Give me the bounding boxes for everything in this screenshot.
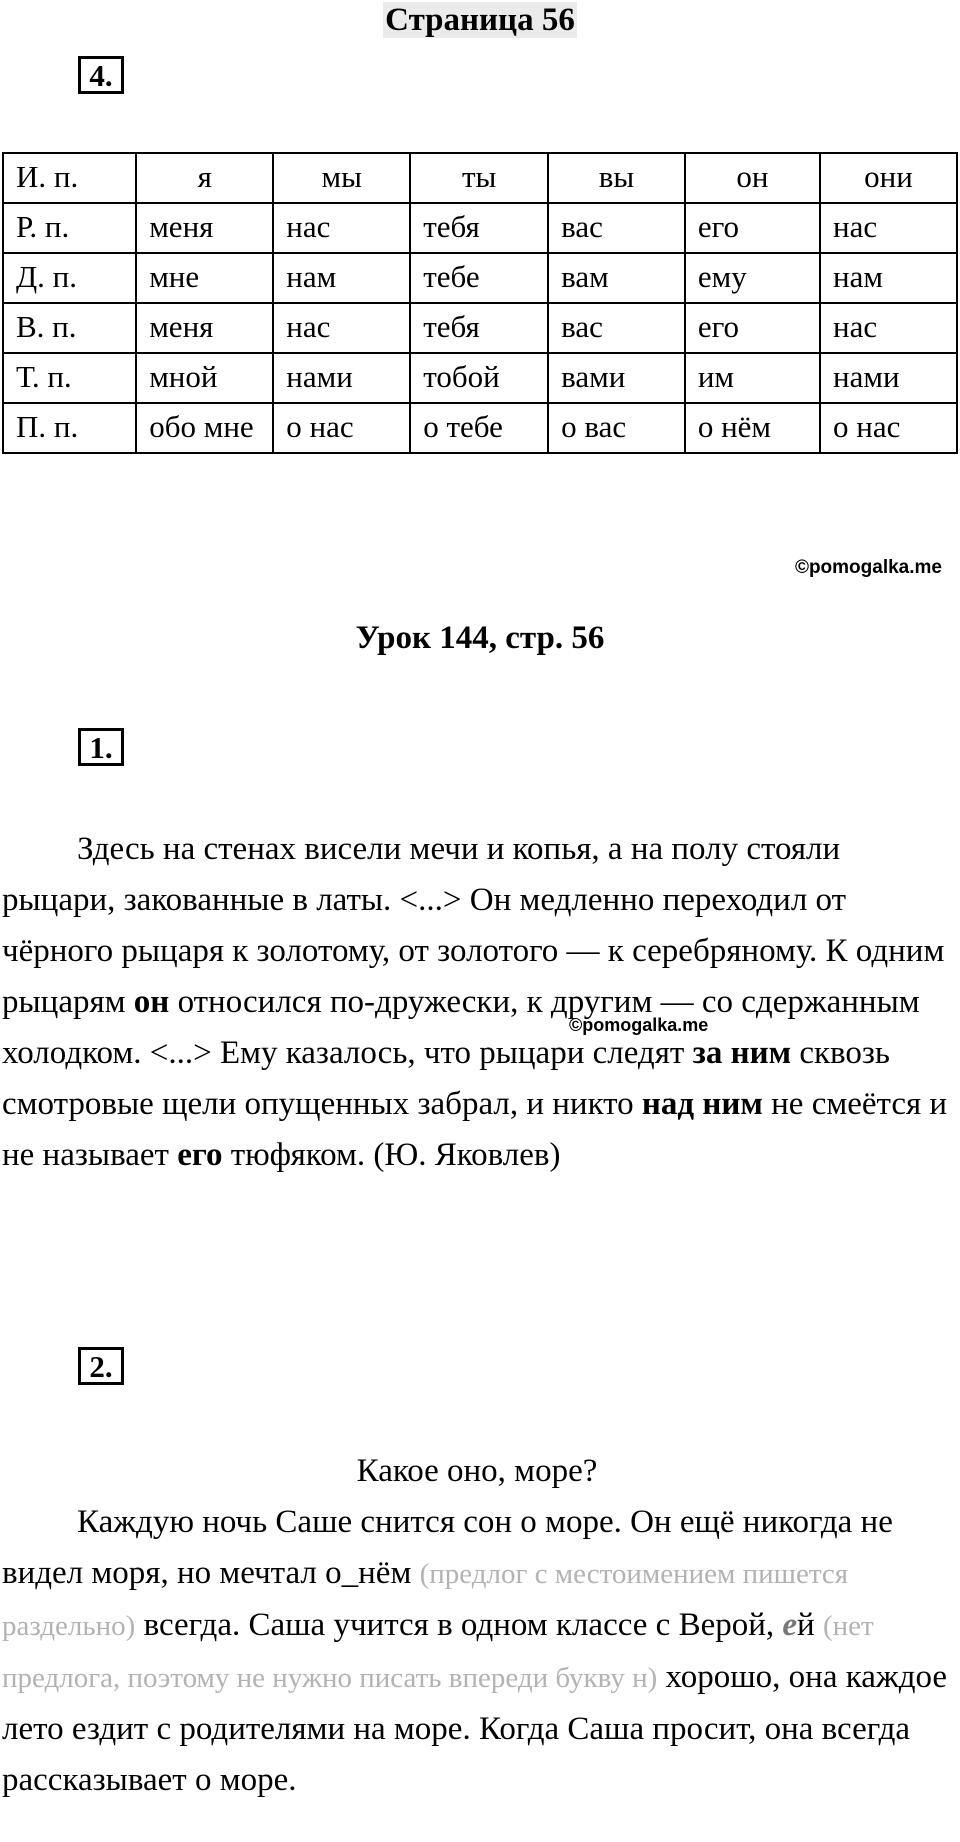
page-title — [0, 2, 960, 39]
table-row — [3, 303, 957, 353]
pronoun-cell: ему — [685, 253, 820, 303]
pronoun-cell: о нас — [273, 403, 410, 453]
table-row — [3, 253, 957, 303]
pronoun-cell: вам — [548, 253, 685, 303]
watermark-inline: ©pomogalka.me — [569, 1015, 709, 1035]
text-segment: относился по-дружески, к другим — со сдержанным холодком. <...> Ему казалось, что рыцари следят — [2, 984, 920, 1071]
task-2-text — [2, 1446, 952, 1806]
pronoun-cell: нами — [820, 353, 957, 403]
pronoun-cell: его — [685, 203, 820, 253]
explanation-note: (нет предлога, поэтому не нужно писать впереди букву н) — [2, 1610, 874, 1694]
task-4-number: 4. — [78, 56, 124, 94]
task-2-paragraph — [2, 1497, 952, 1806]
text-segment: хорошо, она каждое лето ездит с родителями на море. Когда Саша просит, она всегда рассказывает о море. — [2, 1659, 948, 1798]
pronoun-cell: тобой — [410, 353, 548, 403]
pronoun-cell: вас — [548, 203, 685, 253]
task-1-number: 1. — [78, 728, 124, 766]
case-label-cell: И. п. — [3, 153, 136, 203]
pronoun-cell: меня — [136, 303, 273, 353]
watermark: ©pomogalka.me — [794, 557, 942, 578]
text-segment: не смеётся и не называет — [2, 1086, 948, 1173]
pronoun-cell: о вас — [548, 403, 685, 453]
lesson-title: Урок 144, стр. 56 — [355, 620, 605, 656]
case-label-cell: Д. п. — [3, 253, 136, 303]
task-2-title: Какое оно, море? — [356, 1453, 598, 1489]
pronoun-cell: мной — [136, 353, 273, 403]
page-title-text: Страница 56 — [385, 2, 575, 38]
declension-table — [2, 152, 958, 454]
case-label-cell: Р. п. — [3, 203, 136, 253]
pronoun-cell: нам — [820, 253, 957, 303]
inserted-letter: е — [782, 1607, 798, 1643]
pronoun-cell: нас — [820, 303, 957, 353]
highlighted-pronoun: он — [133, 984, 170, 1020]
pronoun-cell: нам — [273, 253, 410, 303]
pronoun-cell: вы — [548, 153, 685, 203]
highlighted-pronoun: над ним — [641, 1086, 763, 1122]
pronoun-cell: нас — [273, 303, 410, 353]
text-segment: тюфяком. (Ю. Яковлев) — [222, 1137, 561, 1173]
pronoun-cell: они — [820, 153, 957, 203]
pronoun-cell: вами — [548, 353, 685, 403]
text-segment: Каждую ночь Саше снится сон о море. Он ещё никогда не видел моря, но мечтал о_нём — [2, 1504, 893, 1591]
case-label-cell: П. п. — [3, 403, 136, 453]
task-2-number: 2. — [78, 1347, 124, 1385]
pronoun-cell: нас — [273, 203, 410, 253]
pronoun-cell: о тебе — [410, 403, 548, 453]
case-label-cell: В. п. — [3, 303, 136, 353]
pronoun-cell: он — [685, 153, 820, 203]
pronoun-cell: тебе — [410, 253, 548, 303]
pronoun-cell: мы — [273, 153, 410, 203]
highlighted-pronoun: за ним — [692, 1035, 792, 1071]
table-row — [3, 353, 957, 403]
text-segment: сквозь смотровые щели опущенных забрал, и никто — [2, 1035, 890, 1122]
pronoun-cell: меня — [136, 203, 273, 253]
table-row — [3, 403, 957, 453]
pronoun-cell: им — [685, 353, 820, 403]
pronoun-cell: нами — [273, 353, 410, 403]
pronoun-cell: о нас — [820, 403, 957, 453]
highlighted-pronoun: его — [177, 1137, 223, 1173]
pronoun-cell: тебя — [410, 303, 548, 353]
pronoun-cell: я — [136, 153, 273, 203]
text-segment: й — [797, 1607, 823, 1643]
pronoun-cell: ты — [410, 153, 548, 203]
pronoun-cell: о нём — [685, 403, 820, 453]
text-segment: всегда. Саша учится в одном классе с Верой, — [135, 1607, 783, 1643]
pronoun-cell: тебя — [410, 203, 548, 253]
pronoun-cell: нас — [820, 203, 957, 253]
table-row — [3, 203, 957, 253]
pronoun-cell: мне — [136, 253, 273, 303]
task-1-text — [2, 824, 952, 1181]
pronoun-cell: обо мне — [136, 403, 273, 453]
task-1-paragraph — [2, 824, 952, 1181]
table-header-row — [3, 153, 957, 203]
pronoun-cell: вас — [548, 303, 685, 353]
explanation-note: (предлог с местоимением пишется раздельно) — [2, 1558, 849, 1642]
case-label-cell: Т. п. — [3, 353, 136, 403]
pronoun-cell: его — [685, 303, 820, 353]
text-segment: Здесь на стенах висели мечи и копья, а на полу стояли рыцари, закованные в латы. <...> Он медленно переходил от чёрного рыцаря к золотому, от золотого — к серебряному. К одним рыцарям — [2, 831, 945, 1020]
